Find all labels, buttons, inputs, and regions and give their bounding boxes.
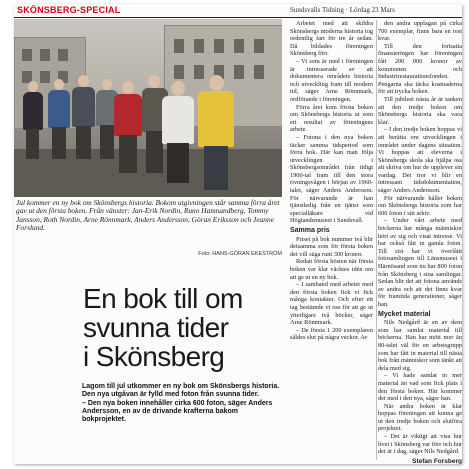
body-paragraph: – I samband med arbetet med den första boken fick vi fick många kontakter. Och efter ett tag bestämde vi oss för att ge ut ytterligare två böcker, säger Arne Rönnmark.	[290, 281, 373, 327]
body-paragraph: – Vi som är med i föreningen är intresserade av att dokumentera områdets historia och utveckling fram till modern tid, säger Arne Rönnmark, ordförande i föreningen.	[290, 57, 373, 103]
photo-caption: Jul kommer en ny bok om Skönsbergs historia. Bokom utgivningen står samma förra året gav ut den första boken. Från vänster: Jan-Erik Nordin, Runo Hamnandberg, Tommy Jansson, Roth Nordin, Arne Rönnmark, Anders Andersson, Göran Eriksson och Jeanne Forslund.	[16, 198, 280, 233]
body-paragraph: – Vi hade samlat in mer material än vad som fick plats i den första boken. Här kommer det med i den nya, säger han.	[378, 372, 462, 403]
body-column-2	[378, 20, 462, 464]
body-paragraph: – Under vårt arbete med böckerna har många människor hört av sig och visat intresse. Vi har också fått in gamla foton. Till sist har vi överlåtit fotosamlingen till Länsmuseet i Härnösand som nu har 800 foton från Skönsberg i sina samlingar. Sedan blir det att fotona används av andra och att det finns kvar för framtida generationer, säger han.	[378, 217, 462, 308]
subheading: Samma pris	[290, 227, 330, 235]
newspaper-page	[14, 4, 462, 464]
body-paragraph: den andra upplagan på cirka 700 exemplar, finns bara en rest kvar.	[378, 20, 462, 43]
body-paragraph: Redan första hösten när första boken var klar väcktes idén om att ge ut en ny bok.	[290, 258, 373, 281]
author-signature: Stefan Forsberg	[412, 457, 462, 464]
body-paragraph: – Fotona i den nya boken täcker samma tidsperiod som förra bok. Här kan man följa utvecklingen i Skönsbergsområdet från tidigt 1900-tal fram till den stora rivningsvågen i början av 1960-talet, säger Anders Andersson. För närvarande är han tjänstledig från en tjänst som specialläkare vid Högtandsmuseet i Sundsvall.	[290, 133, 373, 225]
running-head: Sundsvalls Tidning · Lördag 23 Mars	[290, 6, 395, 14]
body-paragraph: Priset på bok nummer två blir detsamma som för första boken det vill säga runt 300 kronor.	[290, 235, 373, 258]
column-rule	[376, 20, 377, 460]
article-headline	[83, 284, 283, 371]
body-paragraph: Till den fortsatta finansieringen har föreningen fått 200 000 kronor av kommunen och Industrirestaurationsfonden. Pengarna ska täcka kostnaderna för att trycka boken.	[378, 42, 462, 96]
body-paragraph: – I den tredje boken hoppas vi att berätta om utvecklingen i området under dagens situation. Vi hoppas att eleverna i Skönsbergs skola ska hjälpa oss att skriva om hur de upplever sin vardag. Det tror vi blir en intressant tidsdokumentation, säger Anders Andersson.	[378, 126, 462, 195]
subheading: Mycket material	[378, 310, 431, 318]
lead-paragraph: Lagom till jul utkommer en ny bok om Skönsbergs historia. Den nya utgåvan är fylld med foton från svunna tider.	[82, 383, 280, 399]
lead-paragraph: – Den nya boken innehåller cirka 600 foton, säger Anders Andersson, en av de drivande krafterna bakom bokprojektet.	[82, 399, 273, 424]
body-paragraph: För närvarande håller boken om Skönsbergs historia som har 600 foton i sitt arkiv.	[378, 194, 462, 217]
body-paragraph: – De första 1 200 exemplaren såldes slut på några veckor. Av	[290, 326, 373, 342]
photo-credit: Foto: HANS-GÖRAN EKESTRÖM	[198, 251, 282, 257]
body-column-1	[290, 20, 373, 464]
section-label: SKÖNSBERG-SPECIAL	[17, 5, 121, 15]
body-paragraph: Arbetet med att skildra Skönsbergs moderna historia tog ordentlig fart för tre år sedan. Då bildades föreningen Skönsberg förr.	[290, 20, 373, 58]
body-paragraph: Till jubileet nästa år är tanken att den tredje boken om Skönsbergs historia ska vara klar.	[378, 95, 462, 126]
body-paragraph: Förra året kom första boken om Skönsbergs historia ut som ett resultat av föreningens arbete.	[290, 103, 373, 134]
body-paragraph: Nils Nedgård är en av dem som har samlat material till böckerna. Han har mött mer än 80-talet väl för en arbetsgrupp som har fått in material till nästa bok från människor som tänkt att dela med sig.	[378, 319, 462, 372]
headline-line: En bok till om	[83, 283, 243, 314]
article-lead	[82, 383, 282, 424]
group-photo	[14, 19, 282, 197]
page-header	[14, 4, 462, 18]
body-paragraph: – Det är viktigt att visa hur livet i Skönsberg var förr och hur det är i dag, säger Nils Nedgård.	[378, 433, 462, 456]
headline-line: i Skönsberg	[83, 341, 225, 372]
headline-line: svunna tider	[83, 312, 229, 343]
body-paragraph: När andra boken är klar hoppas föreningen att kunna ge ut den tredje boken och slutföra projektet.	[378, 402, 462, 433]
